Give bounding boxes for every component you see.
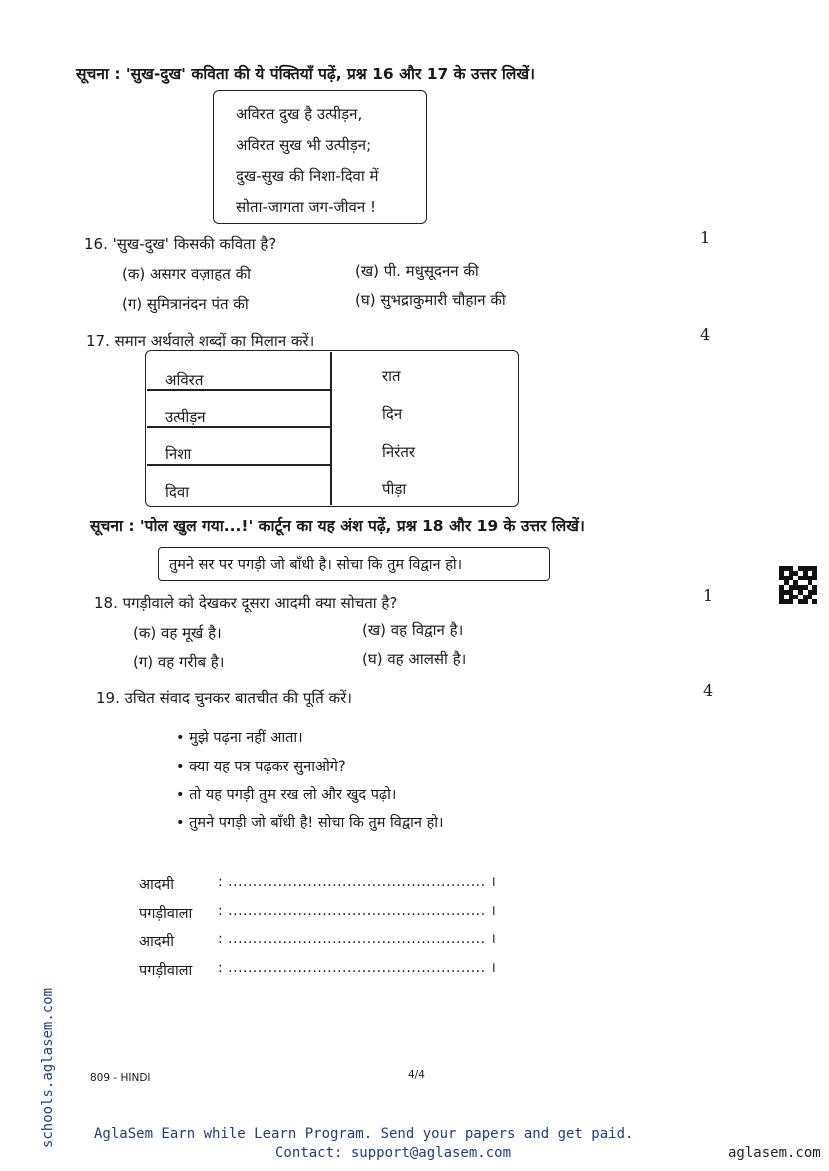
dialog-option-text: क्या यह पत्र पढ़कर सुनाओगे? — [189, 759, 346, 775]
answer-blank[interactable]: : .................................................... । — [218, 960, 497, 976]
match-left-2: उत्पीड़न — [165, 408, 206, 426]
answer-blank[interactable]: : .................................................... । — [218, 874, 497, 890]
footer-contact-link[interactable]: Contact: support@aglasem.com — [275, 1145, 512, 1161]
question-18: 18. पगड़ीवाले को देखकर दूसरा आदमी क्या सोचता है? — [94, 594, 398, 612]
poem-line: अविरत सुख भी उत्पीड़न; — [236, 136, 372, 154]
question-17: 17. समान अर्थवाले शब्दों का मिलान करें। — [86, 332, 315, 350]
cartoon-dialog-box: तुमने सर पर पगड़ी जो बाँधी है। सोचा कि तुम विद्वान हो। — [158, 547, 550, 581]
answer-blank[interactable]: : .................................................... । — [218, 931, 497, 947]
poem-box — [213, 90, 427, 224]
q16-option-b: (ख) पी. मधुसूदनन की — [355, 262, 479, 280]
speaker-label: पगड़ीवाला — [139, 963, 193, 979]
match-right-4: पीड़ा — [382, 480, 407, 498]
q18-option-d: (घ) वह आलसी है। — [362, 650, 467, 668]
notice-heading-2: सूचना : 'पोल खुल गया...!' कार्टून का यह अंश पढ़ें, प्रश्न 18 और 19 के उत्तर लिखें। — [90, 517, 585, 535]
match-right-2: दिन — [382, 405, 403, 423]
notice-heading-1: सूचना : 'सुख-दुख' कविता की ये पंक्तियाँ पढ़ें, प्रश्न 16 और 17 के उत्तर लिखें। — [76, 65, 535, 83]
dialog-option-1: • मुझे पढ़ना नहीं आता। — [176, 730, 303, 746]
question-16: 16. 'सुख-दुख' किसकी कविता है? — [84, 235, 277, 253]
dialog-option-text: मुझे पढ़ना नहीं आता। — [189, 730, 303, 746]
marks-18: 1 — [703, 586, 714, 605]
speaker-label: आदमी — [139, 934, 174, 950]
marks-17: 4 — [700, 325, 711, 344]
poem-line: दुख-सुख की निशा-दिवा में — [236, 167, 379, 185]
speaker-label: आदमी — [139, 877, 174, 893]
footer-promo: AglaSem Earn while Learn Program. Send your papers and get paid. — [94, 1126, 634, 1142]
qr-code-icon — [779, 566, 817, 604]
match-left-4: दिवा — [165, 483, 190, 501]
dialog-option-text: तुमने पगड़ी जो बाँधी है! सोचा कि तुम विद्वान हो। — [189, 815, 444, 831]
poem-line: अविरत दुख है उत्पीड़न, — [236, 105, 363, 123]
table-divider — [330, 352, 332, 505]
match-right-1: रात — [382, 367, 401, 385]
question-19: 19. उचित संवाद चुनकर बातचीत की पूर्ति करें। — [96, 689, 352, 707]
match-right-3: निरंतर — [382, 443, 416, 461]
match-left-1: अविरत — [165, 371, 204, 389]
footer-site[interactable]: aglasem.com — [728, 1145, 821, 1161]
marks-19: 4 — [703, 681, 714, 700]
speaker-label: पगड़ीवाला — [139, 906, 193, 922]
q16-option-a: (क) असगर वज़ाहत की — [122, 265, 251, 283]
dialog-option-4: • तुमने पगड़ी जो बाँधी है! सोचा कि तुम विद्वान हो। — [176, 815, 444, 831]
q18-option-c: (ग) वह गरीब है। — [133, 653, 225, 671]
q18-option-a: (क) वह मूर्ख है। — [133, 624, 222, 642]
dialog-option-text: तो यह पगड़ी तुम रख लो और खुद पढ़ो। — [189, 787, 397, 803]
match-left-3: निशा — [165, 445, 192, 463]
subject-code: 809 - HINDI — [90, 1072, 151, 1084]
q16-option-c: (ग) सुमित्रानंदन पंत की — [122, 295, 249, 313]
q18-option-b: (ख) वह विद्वान है। — [362, 621, 464, 639]
page-number: 4/4 — [408, 1069, 425, 1081]
marks-16: 1 — [700, 228, 711, 247]
q16-option-d: (घ) सुभद्राकुमारी चौहान की — [355, 291, 506, 309]
dialog-option-2: • क्या यह पत्र पढ़कर सुनाओगे? — [176, 759, 346, 775]
poem-line: सोता-जागता जग-जीवन ! — [236, 198, 376, 216]
answer-blank[interactable]: : .................................................... । — [218, 903, 497, 919]
table-row-line — [147, 464, 331, 466]
side-watermark-url: schools.aglasem.com — [40, 987, 56, 1149]
dialog-option-3: • तो यह पगड़ी तुम रख लो और खुद पढ़ो। — [176, 787, 397, 803]
